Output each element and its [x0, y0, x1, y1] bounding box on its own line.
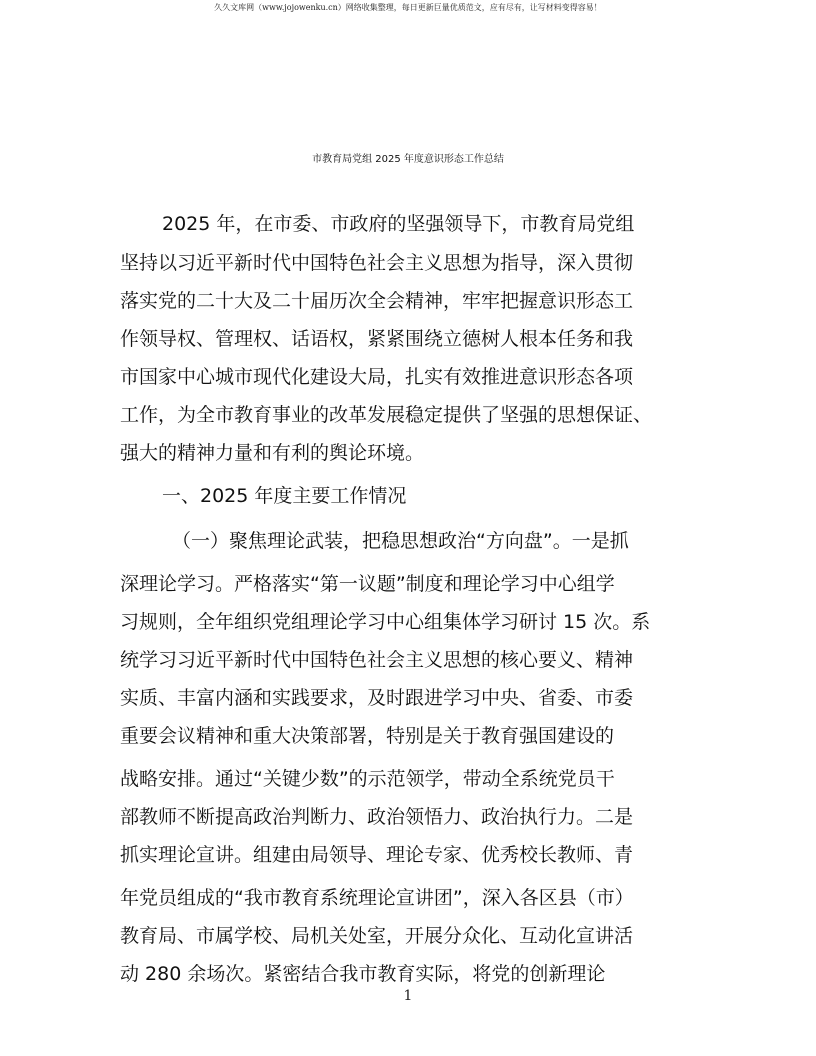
body-line: 强大的精神力量和有利的舆论环境。 [120, 442, 425, 464]
site-header-banner: 久久文库网（www.jojowenku.cn）网络收集整理，每日更新巨量优质范文，应有尽有，让写材料变得容易！ [214, 3, 602, 12]
body-line: 落实党的二十大及二十届历次全会精神，牢牢把握意识形态工 [120, 290, 634, 312]
body-line: 市国家中心城市现代化建设大局，扎实有效推进意识形态各项 [120, 366, 634, 388]
body-line: 重要会议精神和重大决策部署，特别是关于教育强国建设的 [120, 725, 615, 747]
body-line: 战略安排。通过“关键少数”的示范领学，带动全系统党员干 [120, 768, 615, 790]
page-number: 1 [403, 988, 413, 1004]
body-line: 坚持以习近平新时代中国特色社会主义思想为指导，深入贯彻 [120, 252, 634, 274]
body-line: 抓实理论宣讲。组建由局领导、理论专家、优秀校长教师、青 [120, 844, 634, 866]
body-line: 工作，为全市教育事业的改革发展稳定提供了坚强的思想保证、 [120, 404, 653, 426]
body-line: 年党员组成的“我市教育系统理论宣讲团”，深入各区县（市） [120, 887, 634, 909]
body-line: 动 280 余场次。紧密结合我市教育实际，将党的创新理论 [120, 963, 606, 985]
document-title: 市教育局党组 2025 年度意识形态工作总结 [312, 154, 504, 165]
body-line: 部教师不断提高政治判断力、政治领悟力、政治执行力。二是 [120, 806, 634, 828]
body-line: 实质、丰富内涵和实践要求，及时跟进学习中央、省委、市委 [120, 687, 634, 709]
body-line: 习规则，全年组织党组理论学习中心组集体学习研讨 15 次。系 [120, 611, 651, 633]
body-line: 统学习习近平新时代中国特色社会主义思想的核心要义、精神 [120, 649, 634, 671]
body-line: 作领导权、管理权、话语权，紧紧围绕立德树人根本任务和我 [120, 328, 634, 350]
body-line: 教育局、市属学校、局机关处室，开展分众化、互动化宣讲活 [120, 925, 634, 947]
subsection-heading: （一）聚焦理论武装，把稳思想政治“方向盘”。一是抓 [172, 530, 629, 552]
body-line: 深理论学习。严格落实“第一议题”制度和理论学习中心组学 [120, 573, 615, 595]
section-heading: 一、2025 年度主要工作情况 [162, 485, 407, 507]
body-line: 2025 年，在市委、市政府的坚强领导下，市教育局党组 [162, 213, 635, 235]
